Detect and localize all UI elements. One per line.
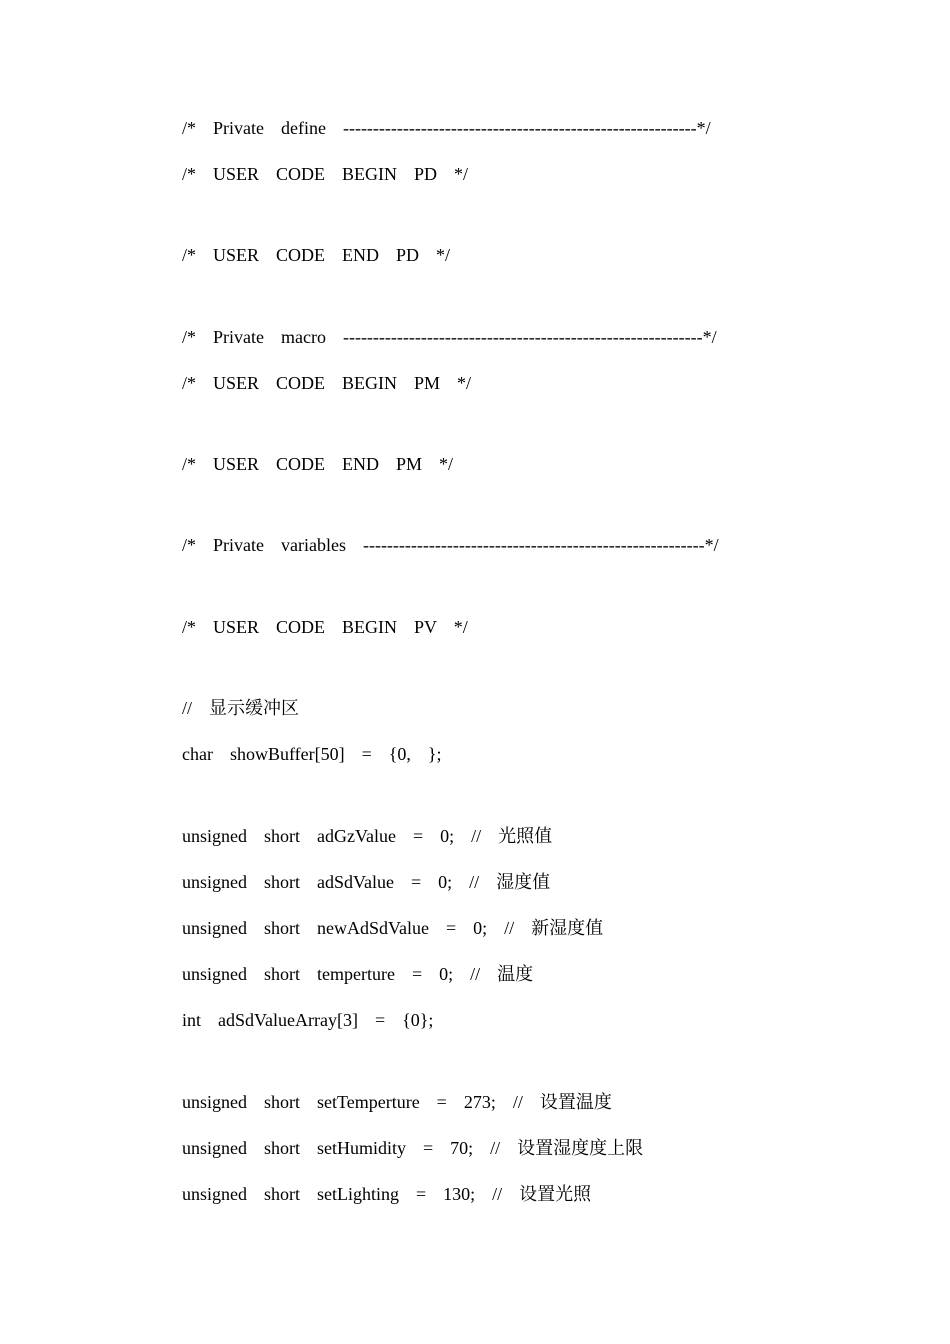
code-line-set-lighting: unsigned short setLighting = 130; // 设置光照 [182,1184,592,1204]
code-line-user-code-end-pm: /* USER CODE END PM */ [182,454,454,474]
code-line-private-variables: /* Private variables ---------------------------------------------------------*/ [182,535,719,555]
code-line-ad-gz-value: unsigned short adGzValue = 0; // 光照值 [182,826,553,846]
code-comment-display-buffer: // 显示缓冲区 [182,698,300,718]
code-line-temperture: unsigned short temperture = 0; // 温度 [182,964,534,984]
code-line-set-humidity: unsigned short setHumidity = 70; // 设置湿度度上限 [182,1138,644,1158]
code-line-user-code-begin-pv: /* USER CODE BEGIN PV */ [182,617,468,637]
code-line-ad-sd-value: unsigned short adSdValue = 0; // 湿度值 [182,872,551,892]
code-line-ad-sd-value-array: int adSdValueArray[3] = {0}; [182,1010,434,1030]
code-line-user-code-begin-pm: /* USER CODE BEGIN PM */ [182,373,472,393]
code-line-private-define: /* Private define -----------------------------------------------------------*/ [182,118,711,138]
code-line-user-code-end-pd: /* USER CODE END PD */ [182,245,451,265]
code-line-set-temperture: unsigned short setTemperture = 273; // 设置温度 [182,1092,612,1112]
code-line-private-macro: /* Private macro ------------------------------------------------------------*/ [182,327,717,347]
code-line-user-code-begin-pd: /* USER CODE BEGIN PD */ [182,164,469,184]
code-line-show-buffer: char showBuffer[50] = {0, }; [182,744,442,764]
code-line-new-ad-sd-value: unsigned short newAdSdValue = 0; // 新湿度值 [182,918,604,938]
